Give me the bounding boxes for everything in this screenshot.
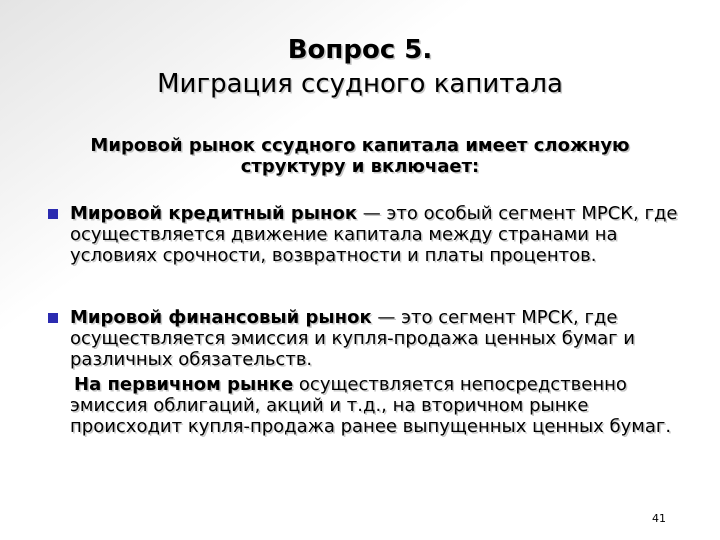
continuation-term: На первичном рынке xyxy=(74,374,294,395)
bullet-item-financial-market xyxy=(70,307,690,370)
bullet-term: Мировой финансовый рынок xyxy=(70,307,372,328)
continuation-text: осуществляется непосредственно эмиссия облигаций, акций и т.д., на вторичном рынке происходит купля-продажа ранее выпущенных ценных бумаг. xyxy=(70,374,672,437)
slide-title: Вопрос 5. xyxy=(287,35,433,65)
square-bullet-icon xyxy=(48,209,58,219)
bullet-text: — это сегмент МРСК, где осуществляется эмиссия и купля-продажа ценных бумаг и различных обязательств. xyxy=(70,307,635,370)
page-number: 41 xyxy=(652,512,666,525)
slide-subtitle: Миграция ссудного капитала xyxy=(157,69,563,99)
bullet-text: — это особый сегмент МРСК, где осуществляется движение капитала между странами на условиях срочности, возвратности и платы процентов. xyxy=(70,203,678,266)
bullet-term: Мировой кредитный рынок xyxy=(70,203,358,224)
bullet-item-credit-market xyxy=(70,203,690,266)
continuation-paragraph xyxy=(70,374,690,437)
square-bullet-icon xyxy=(48,313,58,323)
intro-text: Мировой рынок ссудного капитала имеет сложную структуру и включает: xyxy=(90,135,630,177)
